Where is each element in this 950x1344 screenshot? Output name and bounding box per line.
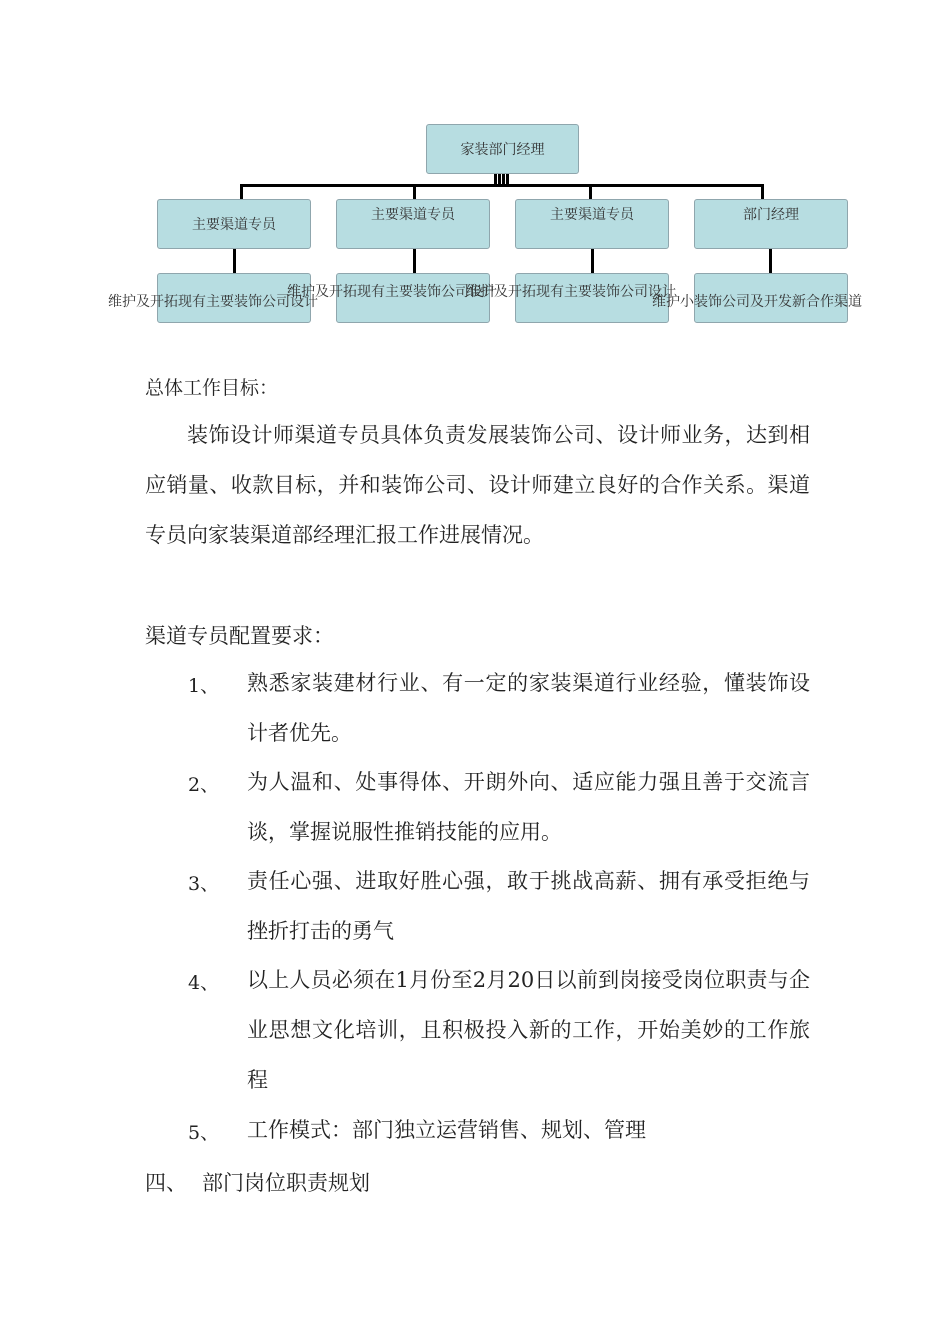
- org-branch-label-4: 部门经理: [743, 207, 799, 223]
- org-leaf-label-3: 维护及开拓现有主要装饰公司设计: [466, 284, 676, 300]
- org-branch-label-3: 主要渠道专员: [550, 207, 634, 223]
- branch-drop-3: [589, 184, 592, 200]
- req-item-num-3: 3、: [188, 873, 220, 895]
- req-item-text-3: 责任心强、进取好胜心强，敢于挑战高薪、拥有承受拒绝与挫折打击的勇气: [247, 869, 810, 943]
- req-item-text-2: 为人温和、处事得体、开朗外向、适应能力强且善于交流言谈，掌握说服性推销技能的应用。: [247, 770, 810, 844]
- section-four-number: 四、: [145, 1171, 187, 1195]
- leaf-drop-2: [413, 248, 416, 274]
- branch-drop-1: [240, 184, 243, 200]
- org-branch-label-2: 主要渠道专员: [371, 207, 455, 223]
- branch-drop-2: [413, 184, 416, 200]
- org-root-box: [426, 124, 579, 174]
- org-leaf-label-4: 维护小装饰公司及开发新合作渠道: [652, 294, 862, 310]
- org-branch-box-4: [694, 199, 848, 249]
- leaf-drop-1: [233, 248, 236, 274]
- org-leaf-label-1: 维护及开拓现有主要装饰公司设计: [108, 294, 318, 310]
- org-branch-box-3: [515, 199, 669, 249]
- org-branch-box-2: [336, 199, 490, 249]
- req-item-text-5: 工作模式：部门独立运营销售、规划、管理: [247, 1118, 646, 1142]
- org-chart: [0, 0, 950, 340]
- section-four-title: 部门岗位职责规划: [202, 1171, 370, 1195]
- org-branch-label-1: 主要渠道专员: [192, 217, 276, 233]
- req-item-text-4: 以上人员必须在1月份至2月20日以前到岗接受岗位职责与企业思想文化培训，且积极投入新的工作，开始美妙的工作旅程: [247, 968, 810, 1092]
- overall-goal-paragraph: 装饰设计师渠道专员具体负责发展装饰公司、设计师业务，达到相应销量、收款目标，并和装饰公司、设计师建立良好的合作关系。渠道专员向家装渠道部经理汇报工作进展情况。: [145, 423, 810, 547]
- org-leaf-label-2: 维护及开拓现有主要装饰公司设计: [287, 284, 497, 300]
- req-item-num-2: 2、: [188, 774, 220, 796]
- req-item-num-1: 1、: [188, 675, 220, 697]
- requirements-heading: 渠道专员配置要求：: [145, 624, 334, 648]
- req-item-num-4: 4、: [188, 972, 220, 994]
- overall-goal-heading: 总体工作目标：: [145, 377, 279, 399]
- leaf-drop-3: [591, 248, 594, 274]
- org-root-label: 家装部门经理: [460, 142, 545, 158]
- branch-drop-4: [761, 184, 764, 200]
- req-item-text-1: 熟悉家装建材行业、有一定的家装渠道行业经验，懂装饰设计者优先。: [247, 671, 810, 745]
- org-branch-box-1: [157, 199, 311, 249]
- req-item-num-5: 5、: [188, 1122, 220, 1144]
- branch-bus-line: [240, 184, 764, 187]
- leaf-drop-4: [769, 248, 772, 274]
